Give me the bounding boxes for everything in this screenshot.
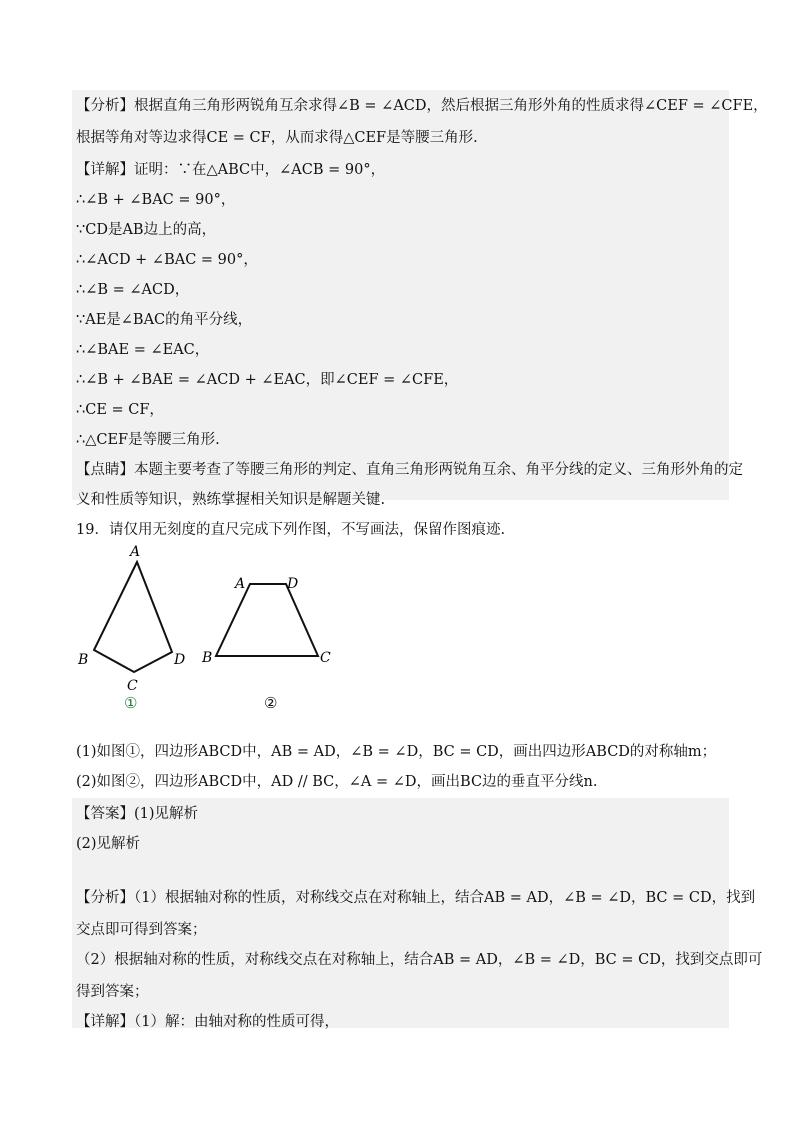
text-line: 【分析】（1）根据轴对称的性质，对称线交点在对称轴上，结合AB = AD，∠B = ∠D，BC = CD，找到 bbox=[76, 890, 756, 906]
text-line: 【详解】证明：∵在△ABC中，∠ACB = 90°， bbox=[76, 162, 386, 178]
fig2-label-d: D bbox=[287, 576, 299, 592]
text-line: 【答案】(1)见解析 bbox=[76, 806, 199, 822]
figure-2-trapezoid bbox=[201, 576, 331, 712]
fig1-label-a: A bbox=[130, 544, 141, 560]
fig2-caption: ② bbox=[264, 694, 278, 712]
text-line: 义和性质等知识，熟练掌握相关知识是解题关键. bbox=[76, 492, 386, 508]
fig1-label-c: C bbox=[127, 678, 138, 694]
answer-block-background bbox=[72, 798, 729, 1028]
fig1-label-b: B bbox=[78, 652, 89, 668]
text-line: 【分析】根据直角三角形两锐角互余求得∠B = ∠ACD，然后根据三角形外角的性质求得∠CEF = ∠CFE， bbox=[76, 98, 768, 114]
text-line: 根据等角对等边求得CE = CF，从而求得△CEF是等腰三角形. bbox=[76, 130, 478, 146]
text-line: 得到答案； bbox=[76, 984, 149, 1000]
geometry-figures bbox=[72, 540, 372, 720]
text-line: （2）根据轴对称的性质，对称线交点在对称轴上，结合AB = AD，∠B = ∠D，BC = CD，找到交点即可 bbox=[76, 952, 763, 968]
text-line: ∴△CEF是等腰三角形. bbox=[76, 432, 220, 448]
text-line: ∴∠B + ∠BAC = 90°， bbox=[76, 192, 236, 208]
figure-1-kite bbox=[77, 544, 185, 712]
text-line: ∵CD是AB边上的高， bbox=[76, 222, 217, 238]
fig1-caption: ① bbox=[124, 694, 138, 712]
fig1-label-d: D bbox=[174, 652, 186, 668]
text-line: 【详解】（1）解：由轴对称的性质可得， bbox=[76, 1014, 339, 1030]
text-line: (2)如图②，四边形ABCD中，AD // BC，∠A = ∠D，画出BC边的垂直平分线n. bbox=[76, 774, 598, 790]
fig2-label-a: A bbox=[235, 576, 246, 592]
text-line: ∴∠B + ∠BAE = ∠ACD + ∠EAC，即∠CEF = ∠CFE， bbox=[76, 372, 459, 388]
text-line: ∵AE是∠BAC的角平分线， bbox=[76, 312, 253, 328]
fig2-label-c: C bbox=[320, 650, 331, 666]
fig2-label-b: B bbox=[202, 650, 213, 666]
text-line: 【点睛】本题主要考查了等腰三角形的判定、直角三角形两锐角互余、角平分线的定义、三角形外角的定 bbox=[76, 462, 743, 478]
text-line: 19．请仅用无刻度的直尺完成下列作图，不写画法，保留作图痕迹. bbox=[76, 522, 506, 538]
text-line: (2)见解析 bbox=[76, 836, 141, 852]
text-line: ∴∠ACD + ∠BAC = 90°， bbox=[76, 252, 258, 268]
text-line: ∴∠BAE = ∠EAC， bbox=[76, 342, 210, 358]
text-line: 交点即可得到答案； bbox=[76, 922, 207, 938]
text-line: (1)如图①，四边形ABCD中，AB = AD，∠B = ∠D，BC = CD，画出四边形ABCD的对称轴m； bbox=[76, 744, 717, 760]
text-line: ∴∠B = ∠ACD， bbox=[76, 282, 190, 298]
text-line: ∴CE = CF， bbox=[76, 402, 164, 418]
